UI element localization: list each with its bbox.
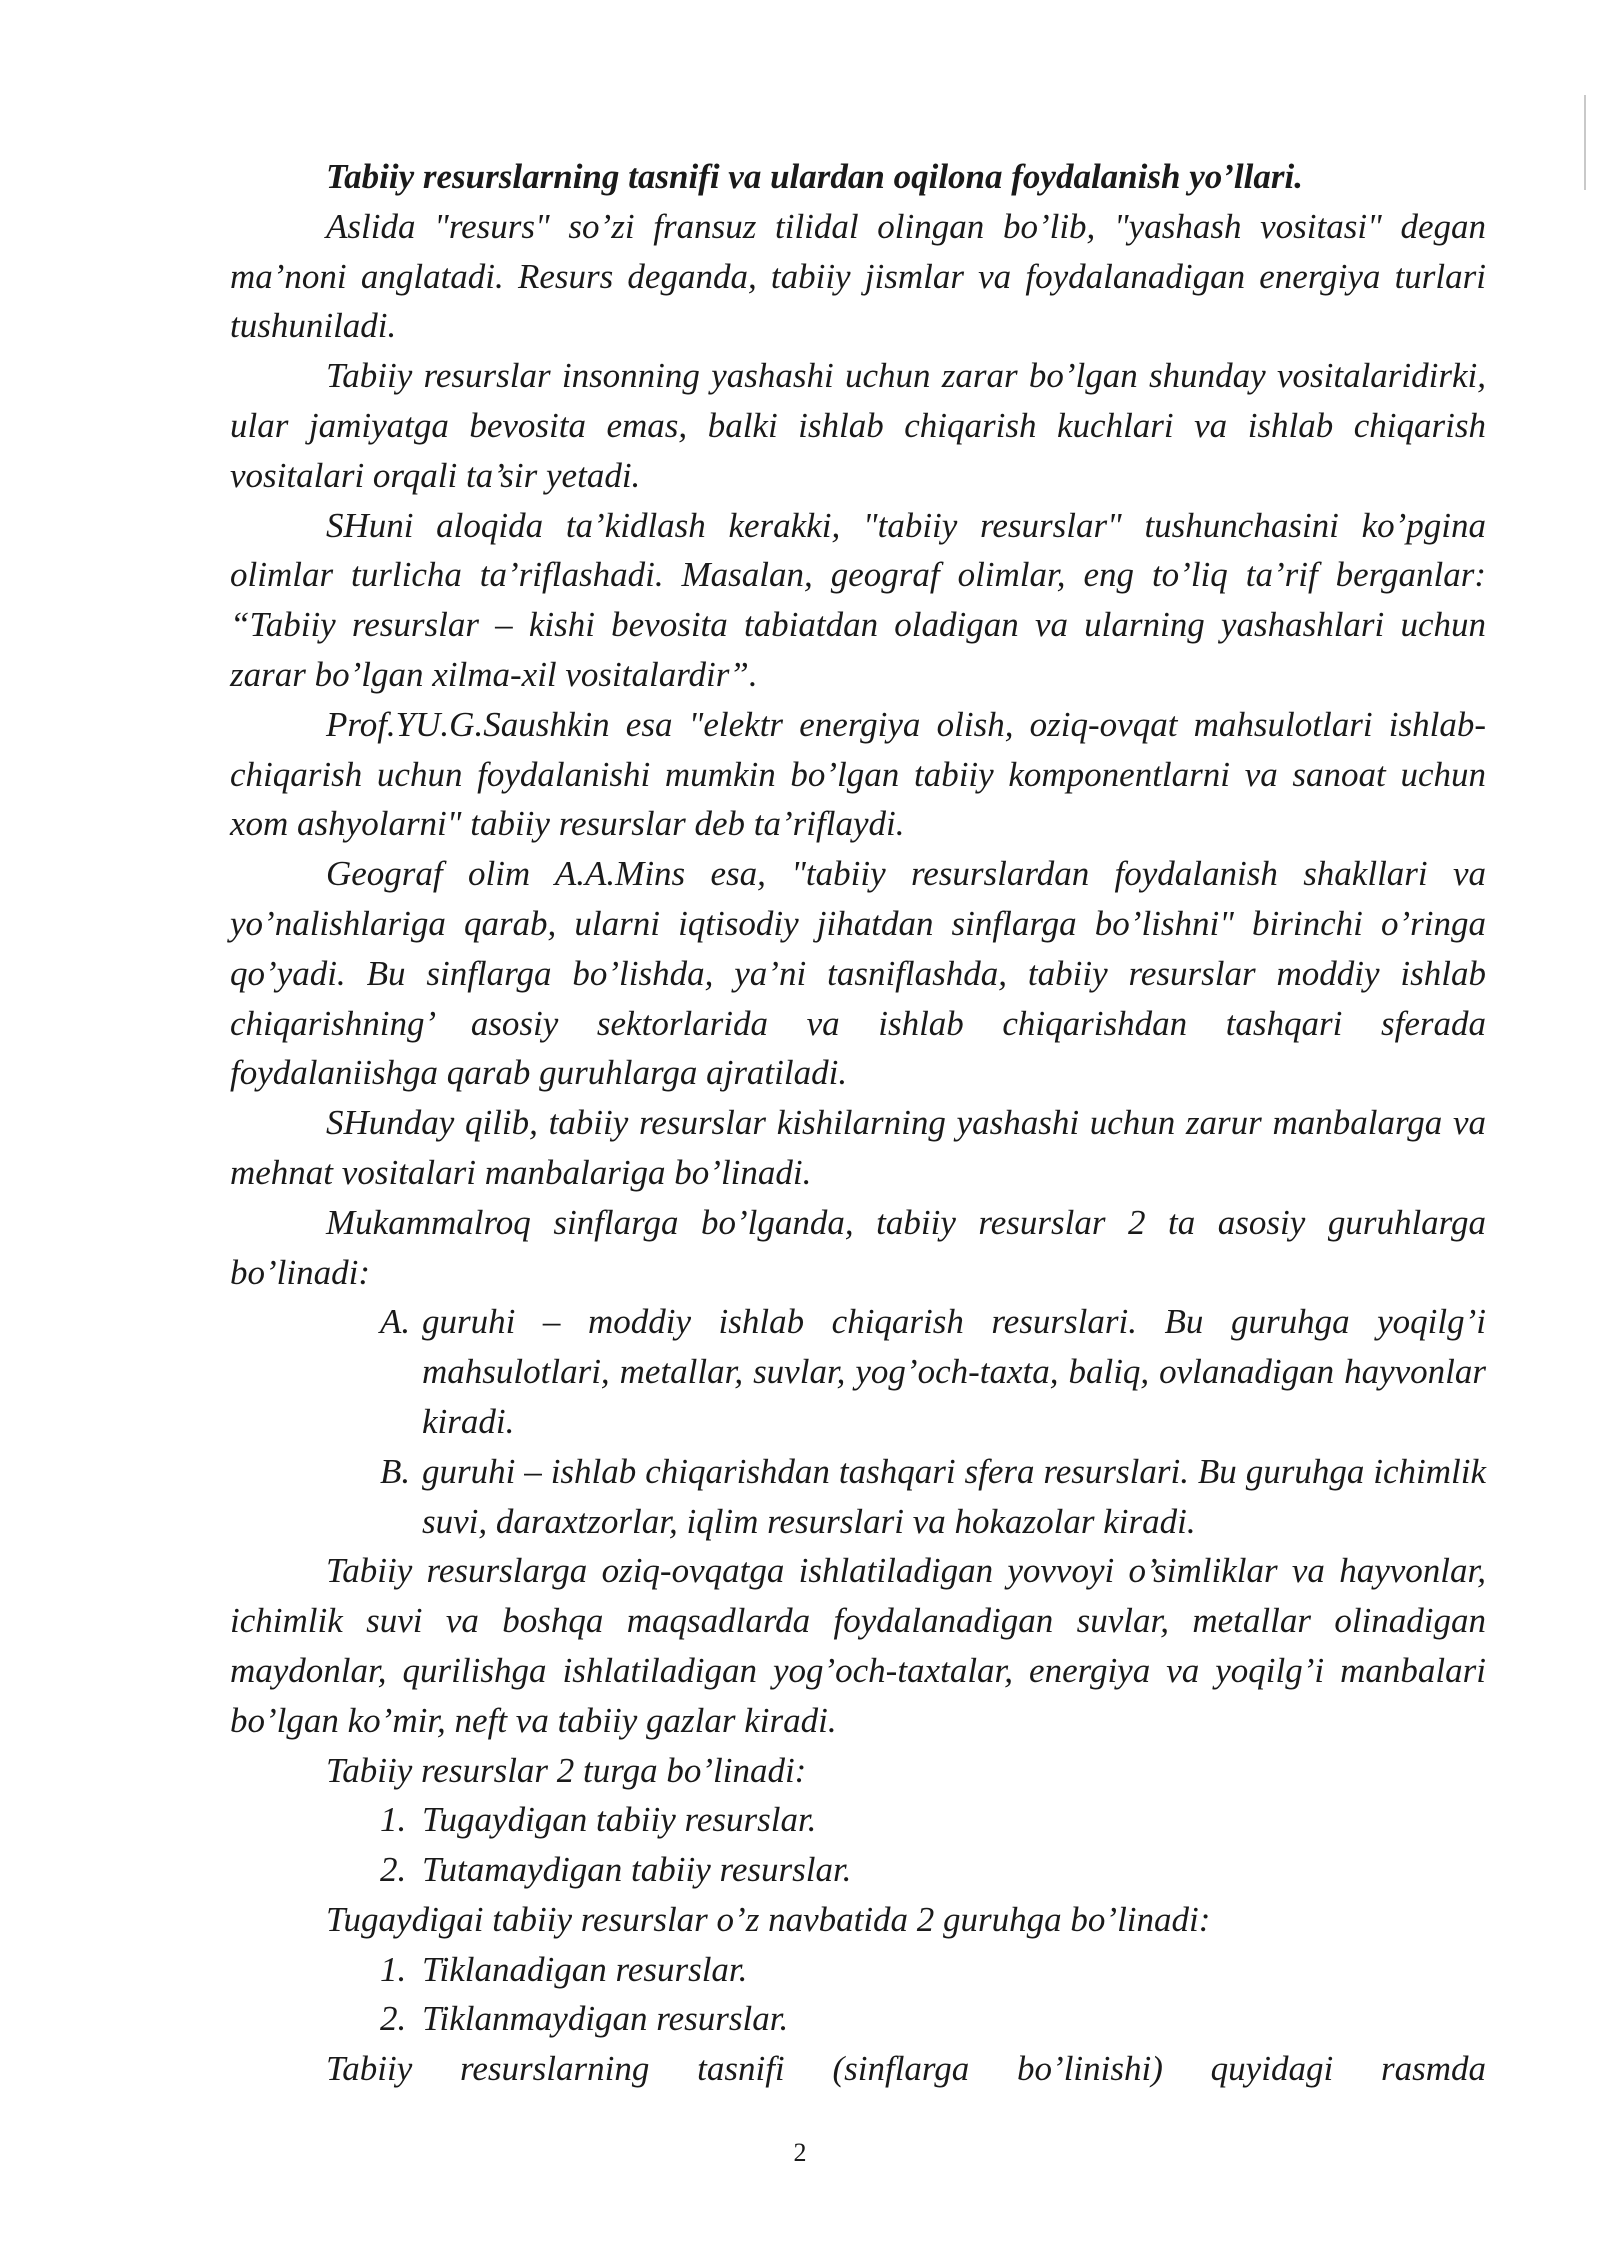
paragraph-7: Mukammalroq sinflarga bo’lganda, tabiiy resurslar 2 ta asosiy guruhlarga bo’linadi:	[230, 1202, 1486, 1292]
types-list	[230, 1795, 1486, 1895]
list-marker: 1.	[380, 1949, 407, 1989]
list-item	[230, 1795, 1486, 1845]
paragraph-5: Geograf olim A.A.Mins esa, "tabiiy resurslardan foydalanish shakllari va yo’nalishlariga qarab, ularni iqtisodiy jihatdan sinflarga bo’lishni" birinchi o’ringa qo’yadi. Bu sinflarga bo’lishda, ya’ni tasniflashda, tabiiy resurslar moddiy ishlab chiqarishning’ asosiy sektorlarida va ishlab chiqarishdan tashqari sferada foydalaniishga qarab guruhlarga ajratiladi.	[230, 854, 1486, 1093]
list-item-text: Tiklanmaydigan resurslar.	[422, 1999, 789, 2039]
subtypes-list	[230, 1945, 1486, 2045]
page-edge-mark	[1584, 95, 1586, 190]
list-item-text: Tutamaydigan tabiiy resurslar.	[422, 1850, 852, 1890]
last-line: Tabiiy resurslarning tasnifi (sinflarga bo’linishi) quyidagi rasmda	[326, 2049, 1486, 2089]
groups-list	[230, 1297, 1486, 1546]
document-title: Tabiiy resurslarning tasnifi va ulardan oqilona foydalanish yo’llari.	[326, 157, 1303, 196]
list-marker: B.	[380, 1451, 411, 1491]
paragraph-8: Tabiiy resurslarga oziq-ovqatga ishlatiladigan yovvoyi o’simliklar va hayvonlar, ichimlik suvi va boshqa maqsadlarda foydalanadigan suvlar, metallar olinadigan maydonlar, qurilishga ishlatiladigan yog’och-taxtalar, energiya va yoqilg’i manbalari bo’lgan ko’mir, neft va tabiiy gazlar kiradi.	[230, 1551, 1486, 1740]
document-page	[230, 152, 1486, 2094]
paragraph-1: Aslida "resurs" so’zi fransuz tilidal olingan bo’lib, "yashash vositasi" degan ma’noni anglatadi. Resurs deganda, tabiiy jismlar va foydalanadigan energiya turlari tushuniladi.	[230, 206, 1486, 346]
list-item	[230, 1994, 1486, 2044]
list-item-text: guruhi – ishlab chiqarishdan tashqari sfera resurslari. Bu guruhga ichimlik suvi, daraxtzorlar, iqlim resurslari va hokazolar kiradi.	[422, 1451, 1486, 1541]
list-item	[230, 1945, 1486, 1995]
list-item	[230, 1845, 1486, 1895]
paragraph-4: Prof.YU.G.Saushkin esa "elektr energiya olish, oziq-ovqat mahsulotlari ishlab-chiqarish uchun foydalanishi mumkin bo’lgan tabiiy komponentlarni va sanoat uchun xom ashyolarni" tabiiy resurslar deb ta’riflaydi.	[230, 704, 1486, 844]
list-item	[230, 1447, 1486, 1547]
list-item-text: Tugaydigan tabiiy resurslar.	[422, 1800, 817, 1840]
page-number: 2	[793, 2138, 807, 2167]
paragraph-2: Tabiiy resurslar insonning yashashi uchun zarar bo’lgan shunday vositalaridirki, ular jamiyatga bevosita emas, balki ishlab chiqarish kuchlari va ishlab chiqarish vositalari orqali ta’sir yetadi.	[230, 356, 1486, 495]
list-item-text: Tiklanadigan resurslar.	[422, 1949, 748, 1989]
list-marker: A.	[380, 1302, 411, 1342]
types-intro: Tabiiy resurslar 2 turga bo’linadi:	[326, 1750, 807, 1790]
list-item	[230, 1297, 1486, 1446]
list-marker: 2.	[380, 1999, 407, 2039]
list-marker: 2.	[380, 1850, 407, 1890]
list-marker: 1.	[380, 1800, 407, 1840]
subtypes-intro: Tugaydigai tabiiy resurslar o’z navbatida 2 guruhga bo’linadi:	[326, 1899, 1211, 1939]
paragraph-3: SHuni aloqida ta’kidlash kerakki, "tabiiy resurslar" tushunchasini ko’pgina olimlar turlicha ta’riflashadi. Masalan, geograf olimlar, eng to’liq ta’rif berganlar: “Tabiiy resurslar – kishi bevosita tabiatdan oladigan va ularning yashashlari uchun zarar bo’lgan xilma-xil vositalardir”.	[230, 505, 1486, 694]
paragraph-6: SHunday qilib, tabiiy resurslar kishilarning yashashi uchun zarur manbalarga va mehnat vositalari manbalariga bo’linadi.	[230, 1103, 1486, 1192]
list-item-text: guruhi – moddiy ishlab chiqarish resurslari. Bu guruhga yoqilg’i mahsulotlari, metallar, suvlar, yog’och-taxta, baliq, ovlanadigan hayvonlar kiradi.	[422, 1302, 1486, 1441]
